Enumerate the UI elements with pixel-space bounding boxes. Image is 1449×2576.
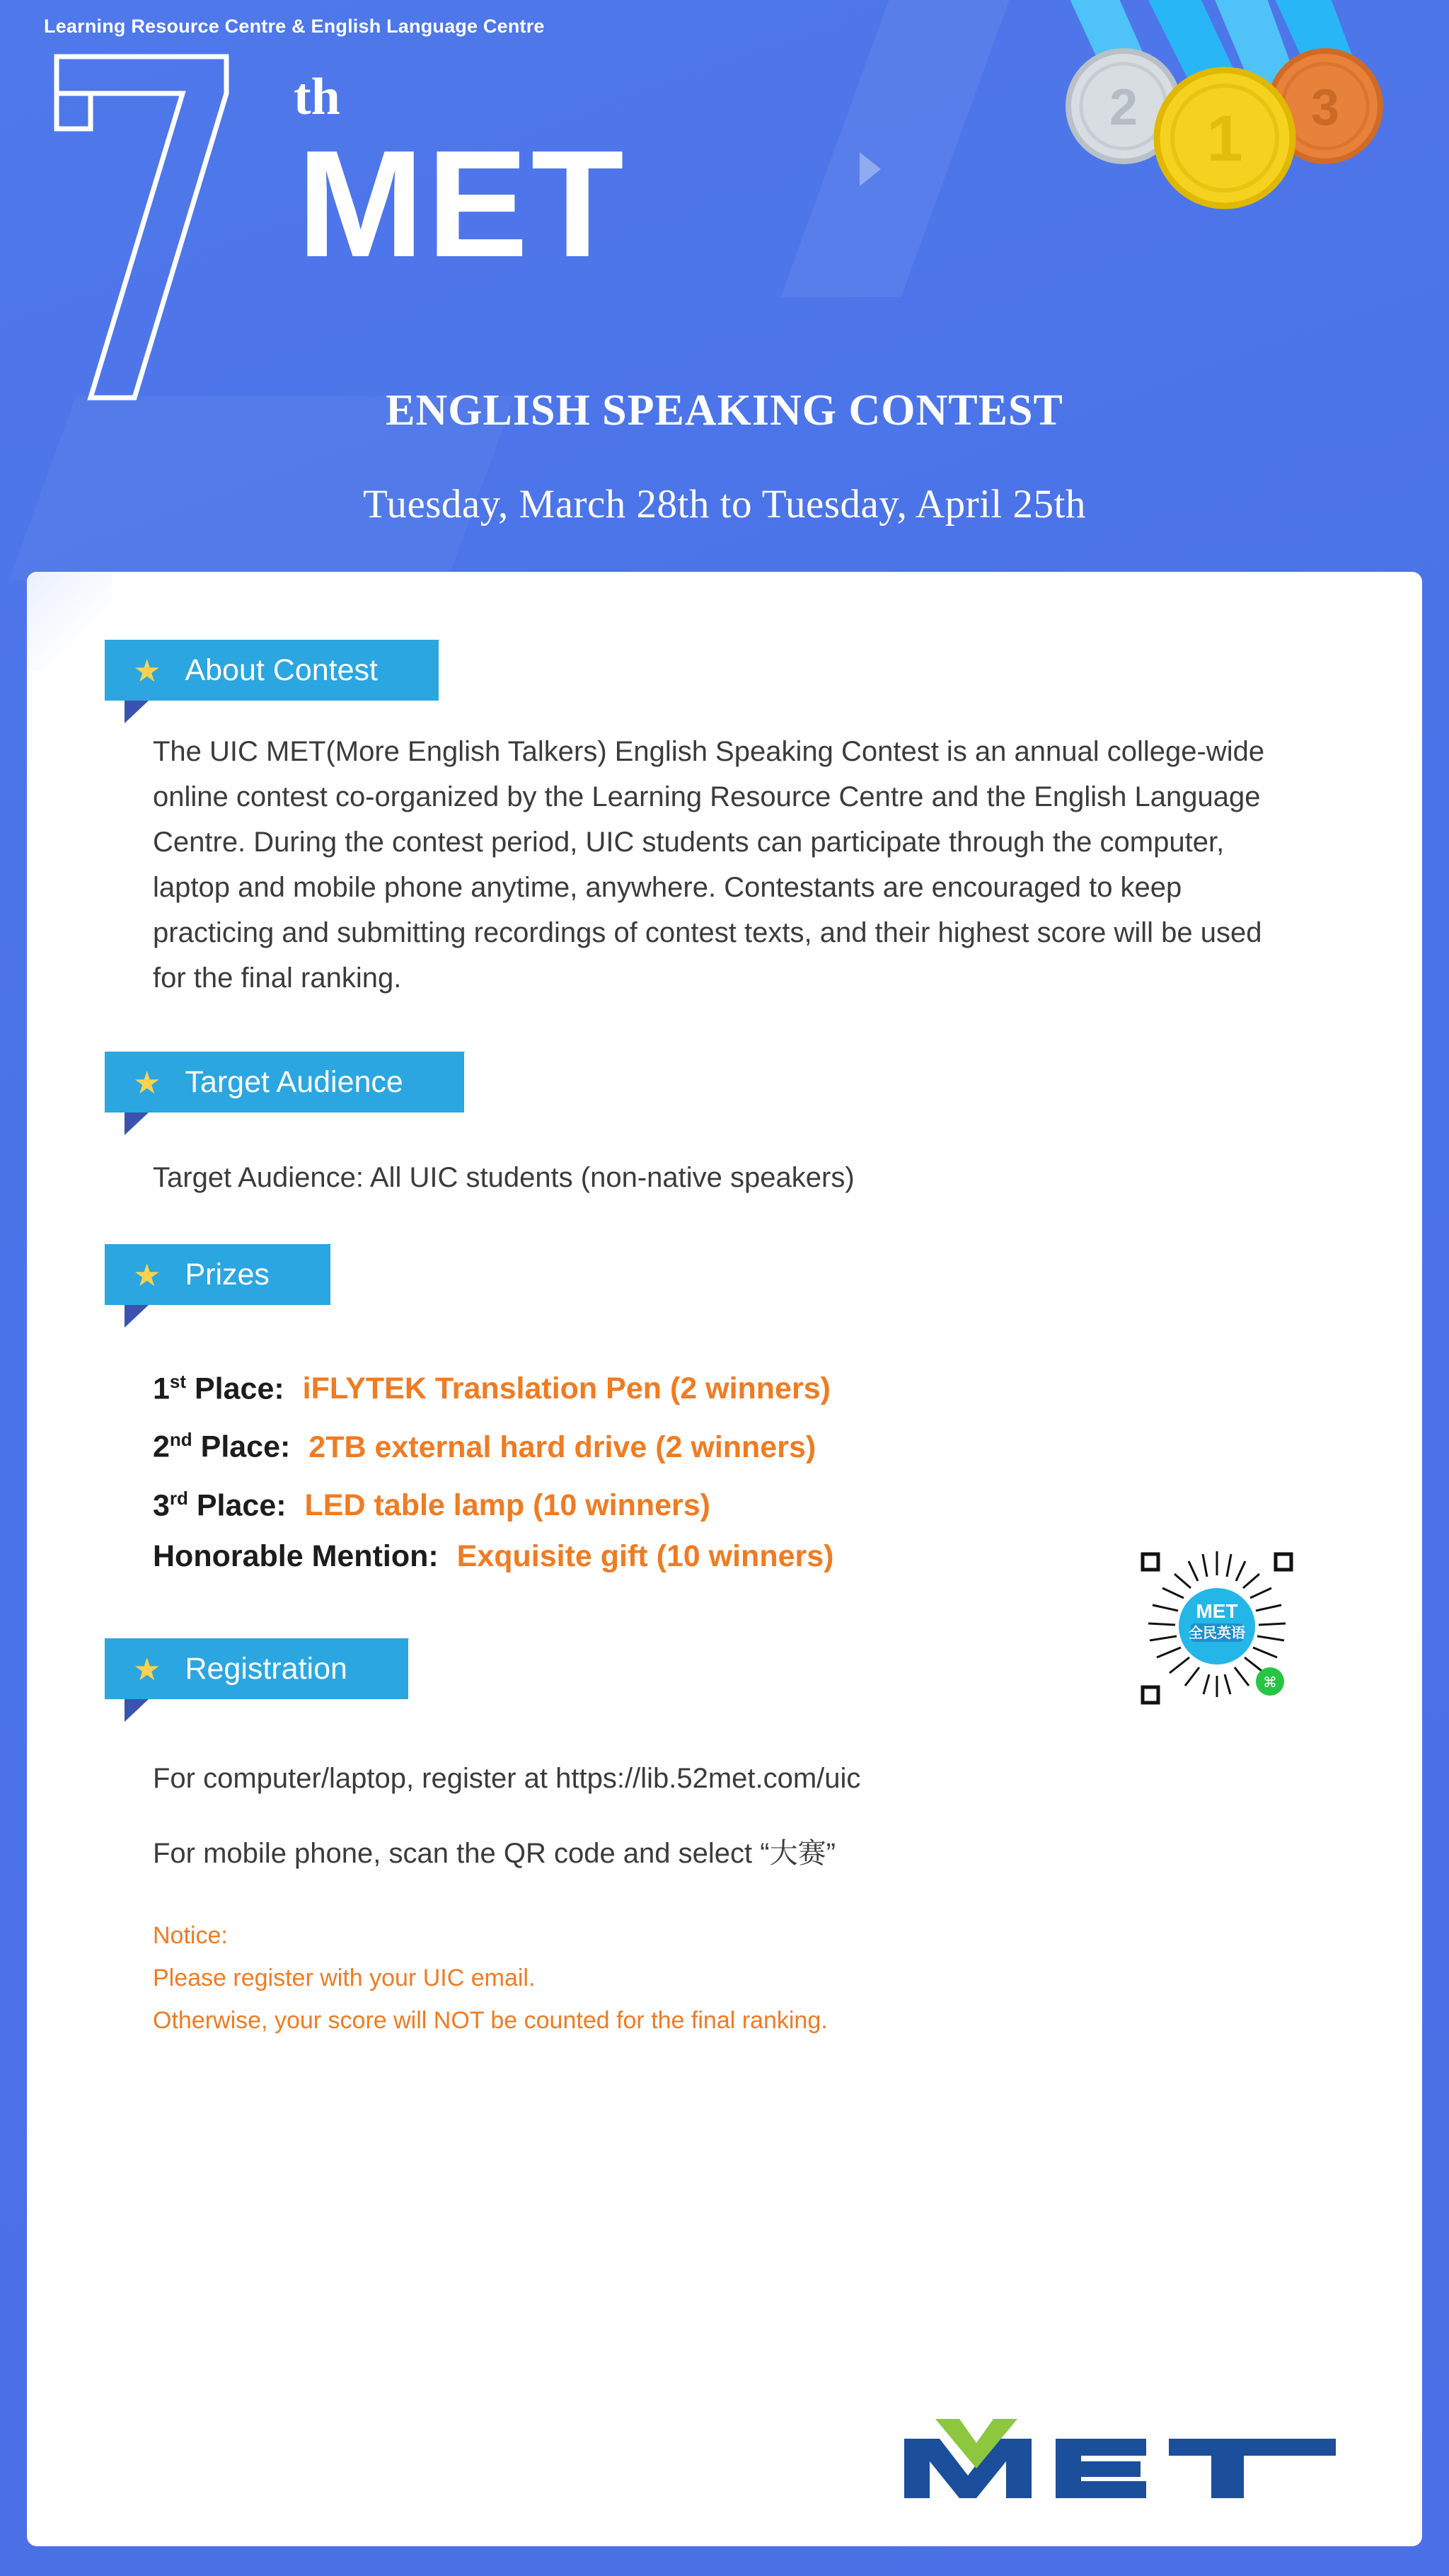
registration-notice (153, 1914, 1422, 2042)
prize-rank: 2 (153, 1430, 170, 1464)
prize-value: 2TB external hard drive (2 winners) (308, 1430, 816, 1464)
section-about (27, 572, 1422, 1001)
prize-rank-suffix: nd (169, 1429, 192, 1451)
prize-value: LED table lamp (10 winners) (304, 1488, 710, 1522)
poster-header (0, 0, 1449, 573)
star-icon: ★ (133, 1652, 161, 1687)
prize-rank: 1 (153, 1372, 170, 1406)
prizes-banner-wrap (105, 1244, 1422, 1305)
banner-tail-decoration (125, 701, 149, 723)
audience-banner (105, 1052, 464, 1112)
contest-dates: Tuesday, March 28th to Tuesday, April 25th (363, 482, 1086, 527)
arrow-decoration-icon (860, 152, 881, 186)
registration-line-computer: For computer/laptop, register at https://lib.52met.com/uic (153, 1762, 861, 1794)
notice-line-2: Otherwise, your score will NOT be counted for the final ranking. (153, 2006, 828, 2034)
svg-text:⌘: ⌘ (1263, 1675, 1277, 1691)
prize-value: iFLYTEK Translation Pen (2 winners) (302, 1372, 831, 1406)
prize-label: Place: (200, 1430, 291, 1464)
star-icon: ★ (133, 1258, 161, 1293)
edition-number-7 (50, 44, 262, 398)
about-title: About Contest (185, 653, 378, 687)
qr-label-bottom: 全民英语 (1189, 1626, 1245, 1641)
header-decoration-1 (781, 0, 1010, 297)
prize-label: Place: (195, 1372, 284, 1406)
prize-rank-suffix: st (169, 1371, 187, 1392)
registration-line-mobile: For mobile phone, scan the QR code and select “大赛” (153, 1837, 836, 1869)
registration-banner (105, 1638, 408, 1699)
prize-row (153, 1473, 1422, 1531)
about-banner-wrap (105, 640, 1422, 701)
prize-row (153, 1414, 1422, 1472)
svg-text:1: 1 (1206, 103, 1243, 175)
qr-label-top: MET (1196, 1600, 1238, 1622)
edition-suffix: th (294, 68, 340, 126)
prizes-banner (105, 1244, 330, 1305)
svg-text:3: 3 (1310, 79, 1340, 136)
section-audience (27, 1001, 1422, 1200)
notice-line-1: Please register with your UIC email. (153, 1964, 536, 1991)
registration-title: Registration (185, 1651, 347, 1686)
met-logo (891, 2415, 1344, 2514)
star-icon: ★ (133, 1066, 161, 1100)
about-body: The UIC MET(More English Talkers) English Speaking Contest is an annual college-wide online contest co-organized by the Learning Resource Centre and the English Language Centre. During the contest period, UIC students can participate through the computer, laptop and mobile phone anytime, anywhere. Contestants are encouraged to keep practicing and submitting recordings of contest texts, and their highest score will be used for the final ranking. (153, 736, 1265, 994)
prize-rank: 3 (153, 1488, 170, 1522)
star-icon: ★ (133, 654, 161, 689)
audience-title: Target Audience (185, 1065, 403, 1099)
banner-tail-decoration (125, 1112, 149, 1135)
banner-tail-decoration (125, 1305, 149, 1328)
poster-subtitle: ENGLISH SPEAKING CONTEST (386, 386, 1063, 435)
prize-label: Honorable Mention: (153, 1539, 439, 1573)
notice-title: Notice: (153, 1921, 228, 1949)
qr-code[interactable] (1136, 1547, 1298, 1710)
section-prizes (27, 1200, 1422, 1582)
prize-row (153, 1356, 1422, 1414)
content-card (27, 572, 1422, 2546)
banner-tail-decoration (125, 1699, 149, 1722)
audience-body: Target Audience: All UIC students (non-native speakers) (153, 1162, 855, 1193)
prizes-title: Prizes (185, 1258, 270, 1292)
medals-graphic (1039, 0, 1435, 283)
prize-rank-suffix: rd (169, 1487, 188, 1509)
organizer-line: Learning Resource Centre & English Language Centre (44, 16, 545, 37)
contest-acronym: MET (297, 118, 627, 289)
about-banner (105, 640, 439, 701)
prize-label: Place: (196, 1488, 287, 1522)
prize-value: Exquisite gift (10 winners) (456, 1539, 834, 1573)
svg-text:2: 2 (1109, 79, 1138, 136)
audience-banner-wrap (105, 1052, 1422, 1112)
